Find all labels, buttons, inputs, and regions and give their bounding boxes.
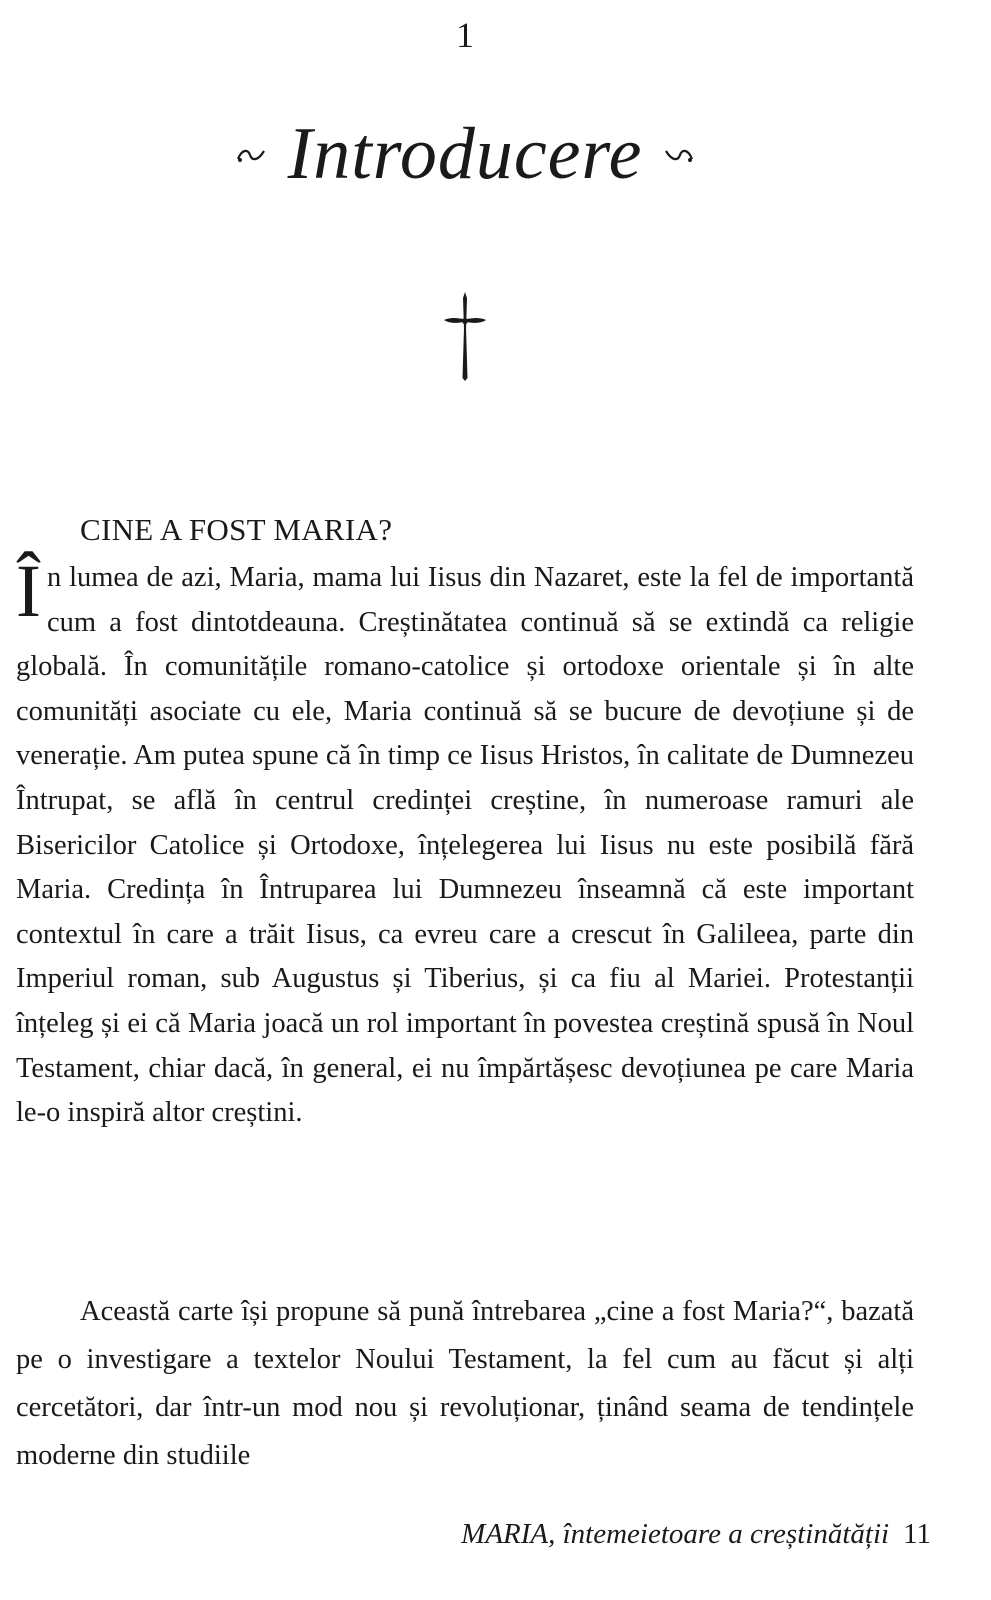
body-paragraph-1	[16, 550, 914, 1136]
section-heading: CINE A FOST MARIA?	[80, 512, 393, 547]
paragraph-1-text: n lumea de azi, Maria, mama lui Iisus din Nazaret, este la fel de importantă cum a fost dintotdeauna. Creștinătatea continuă să se extindă ca religie globală. În comunitățile romano-catolice și ortodoxe orientale și în alte comunități asociate cu ele, Maria continuă să se bucure de devoțiune și de venerație. Am putea spune că în timp ce Iisus Hristos, în calitate de Dumnezeu Întrupat, se află în centrul credinței creștine, în numeroase ramuri ale Bisericilor Catolice și Ortodoxe, înțelegerea lui Iisus nu este posibilă fără Maria. Credința în Întruparea lui Dumnezeu înseamnă că este important contextul în care a trăit Iisus, ca evreu care a crescut în Galileea, parte din Imperiul roman, sub Augustus și Tiberius, și ca fiu al Mariei. Protestanții înțeleg și ei că Maria joacă un rol important în povestea creștină spusă în Noul Testament, chiar dacă, în general, ei nu împărtășesc devoțiunea pe care Maria le-o inspiră altor creștini.	[16, 562, 914, 1129]
drop-cap: Î	[16, 550, 41, 633]
chapter-number: 1	[456, 15, 474, 55]
cross-ornament-icon	[440, 290, 490, 382]
chapter-title: Introducere	[287, 113, 643, 195]
right-flourish-icon	[664, 145, 694, 165]
page-number: 11	[903, 1518, 931, 1550]
running-footer	[461, 1518, 931, 1551]
book-title-footer: MARIA, întemeietoare a creștinătății	[461, 1518, 890, 1550]
body-paragraph-2: Această carte își propune să pună întrebarea „cine a fost Maria?“, bazată pe o investigare a textelor Noului Testament, la fel cum au făcut și alți cercetători, dar într-un mod nou și revoluționar, ținând seama de tendințele moderne din studiile	[16, 1296, 914, 1471]
chapter-title-row	[0, 112, 930, 197]
left-flourish-icon	[236, 145, 266, 165]
